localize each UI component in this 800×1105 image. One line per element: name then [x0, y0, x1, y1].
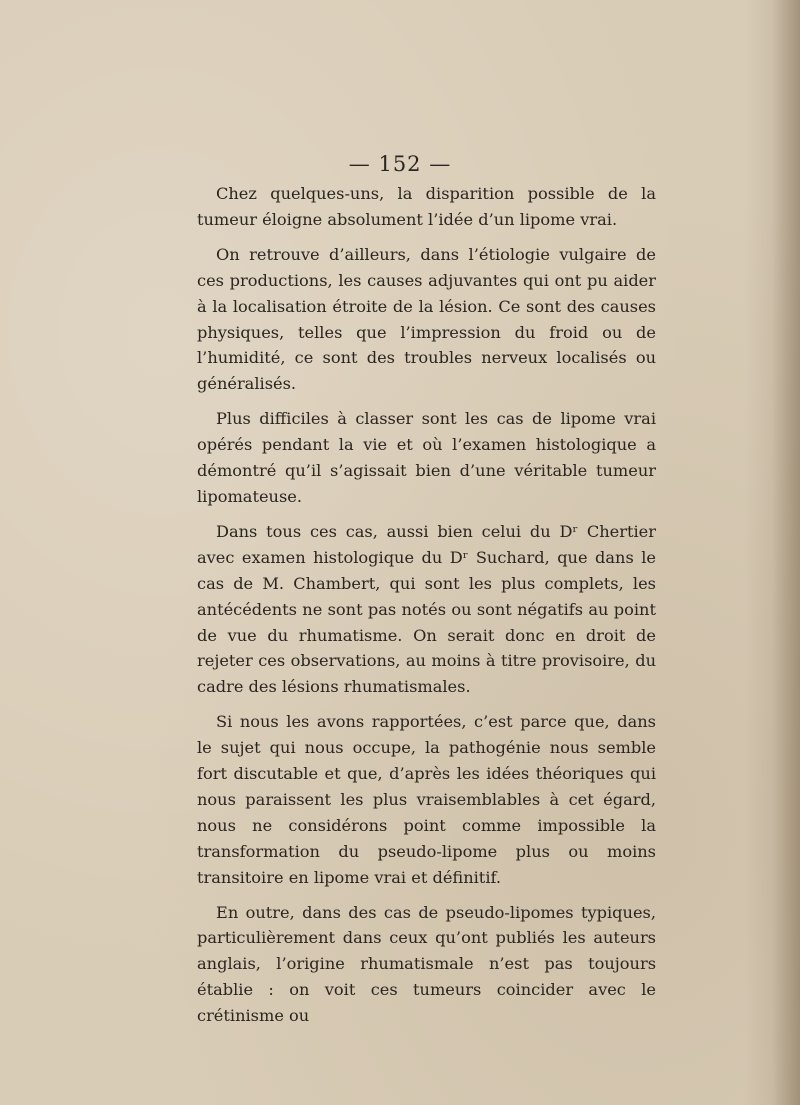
page-number: — 152 —	[348, 152, 452, 176]
body-text	[197, 181, 656, 1038]
paragraph-5: Si nous les avons rapportées, c’est parce que, dans le sujet qui nous occupe, la pathogénie nous semble fort discutable et que, d’après les idées théoriques qui nous paraissent les plus vraisemblables à cet égard, nous ne considérons point comme impossible la transformation du pseudo-lipome plus ou moins transitoire en lipome vrai et définitif.	[197, 712, 656, 887]
paragraph-2: On retrouve d’ailleurs, dans l’étiologie vulgaire de ces productions, les causes adjuvantes qui ont pu aider à la localisation étroite de la lésion. Ce sont des causes physiques, telles que l’impression du froid ou de l’humidité, ce sont des troubles nerveux localisés ou généralisés.	[197, 244, 656, 394]
paragraph-6: En outre, dans des cas de pseudo-lipomes typiques, particulièrement dans ceux qu’ont publiés les auteurs anglais, l’origine rhumatismale n’est pas toujours établie : on voit ces tumeurs coincider avec le crétinisme ou	[197, 902, 656, 1026]
paragraph-3: Plus difficiles à classer sont les cas de lipome vrai opérés pendant la vie et où l’examen histologique a démontré qu’il s’agissait bien d’une véritable tumeur lipomateuse.	[197, 409, 656, 506]
paragraph-1: Chez quelques-uns, la disparition possible de la tumeur éloigne absolument l’idée d’un lipome vrai.	[197, 184, 656, 229]
paragraph-4: Dans tous ces cas, aussi bien celui du Dʳ Chertier avec examen histologique du Dʳ Suchard, que dans le cas de M. Chambert, qui sont les plus complets, les antécédents ne sont pas notés ou sont négatifs au point de vue du rhumatisme. On serait donc en droit de rejeter ces observations, au moins à titre provisoire, du cadre des lésions rhumatismales.	[197, 521, 656, 697]
